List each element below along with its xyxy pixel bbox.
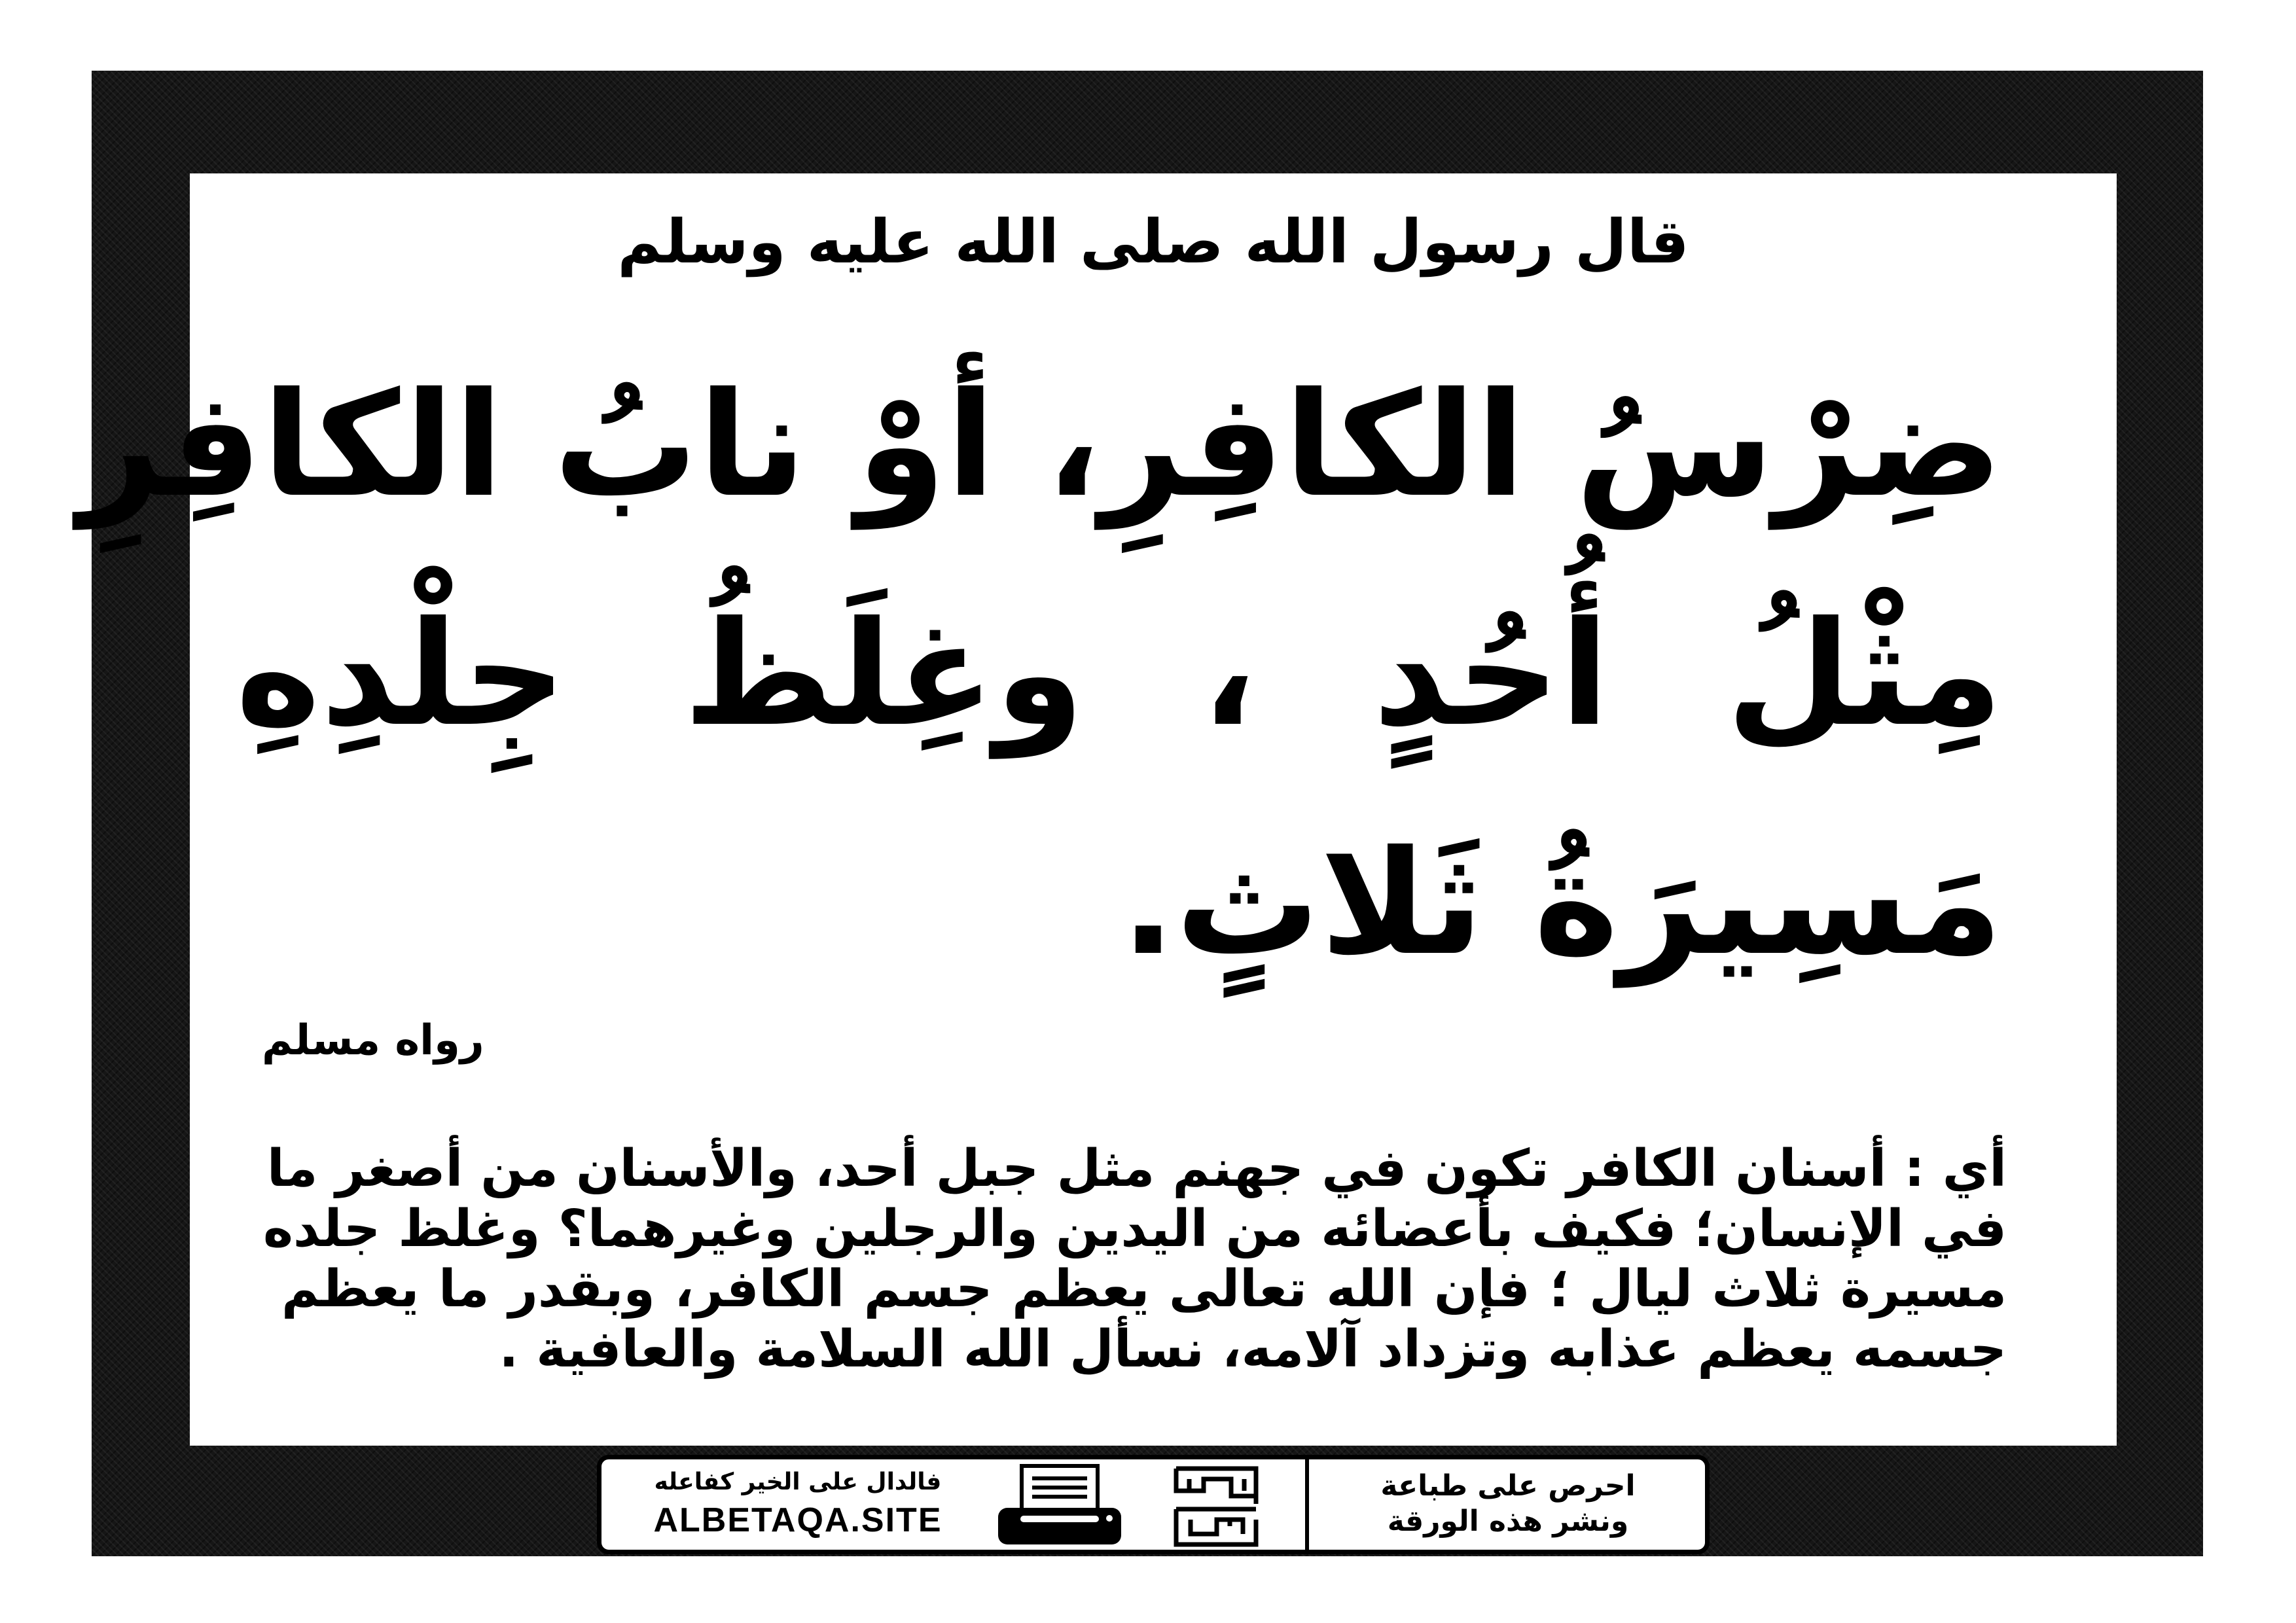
explanation-line-4: جسمه يعظم عذابه وتزداد آلامه، نسأل الله السلامة والعافية . [499,1320,2007,1379]
footer-tagline: فالدال على الخير كفاعله [654,1469,942,1495]
hadith-attribution: قال رسول الله صلى الله عليه وسلم [617,207,1689,277]
footer-divider [1305,1459,1309,1550]
explanation-line-3: مسيرة ثلاث ليال ؛ فإن الله تعالى يعظم جسم الكافر، وبقدر ما يعظم [281,1260,2007,1319]
explanation-line-1: أي : أسنان الكافر تكون في جهنم مثل جبل أحد، والأسنان من أصغر ما [266,1139,2007,1198]
explanation-paragraph [263,1139,2007,1380]
dawah-paper-logo-icon [1171,1465,1263,1548]
hadith-line-1: ضِرْسُ الكافِرِ، أوْ نابُ الكافِرِ [78,361,2003,529]
footer-call-line-1: احرص على طباعة [1380,1469,1636,1503]
explanation-line-2: في الإنسان؛ فكيف بأعضائه من اليدين والرجلين وغيرهما؟ وغلظ جلده [263,1200,2007,1258]
footer-site-link[interactable]: ALBETAQA.SITE [653,1501,942,1539]
footer-bar [597,1455,1710,1554]
hadith-line-3: مَسِيرَةُ ثَلاثٍ. [1121,819,2003,987]
hadith-narrator: رواه مسلم [262,1016,484,1065]
printer-icon [994,1463,1125,1548]
footer-site-block [615,1466,981,1544]
footer-call-to-action [1312,1469,1704,1541]
footer-call-line-2: ونشر هذه الورقة [1387,1505,1629,1538]
hadith-line-2: مِثْلُ أُحُدٍ ، وغِلَظُ جِلْدِهِ [236,590,2003,758]
